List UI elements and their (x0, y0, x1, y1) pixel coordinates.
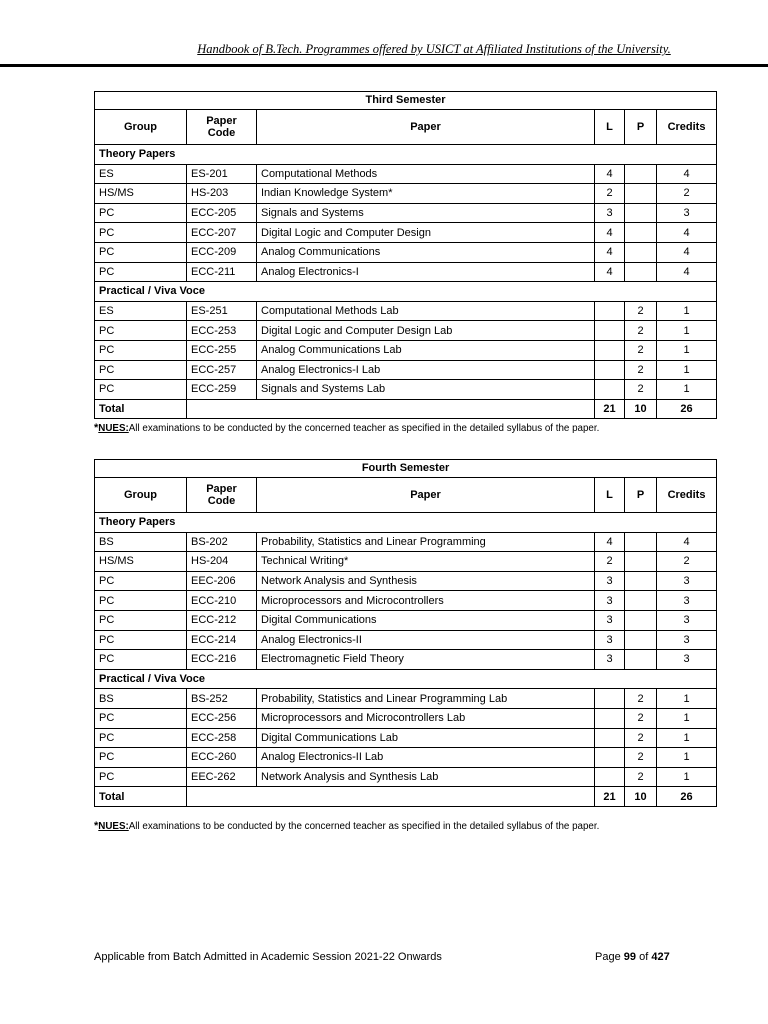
paper-code-header: Paper Code (187, 478, 257, 513)
l-header: L (595, 478, 625, 513)
total-p: 10 (625, 787, 657, 807)
group-cell: HS/MS (95, 552, 187, 572)
paper-cell: Analog Communications (257, 242, 595, 262)
page-prefix: Page (595, 951, 621, 963)
group-cell: PC (95, 242, 187, 262)
group-cell: ES (95, 301, 187, 321)
l-cell: 4 (595, 164, 625, 184)
theory-section-row (95, 145, 717, 165)
nues-note (94, 422, 599, 434)
code-cell: ECC-209 (187, 242, 257, 262)
credits-cell: 4 (657, 242, 717, 262)
credits-header: Credits (657, 478, 717, 513)
p-cell (625, 242, 657, 262)
code-cell: HS-204 (187, 552, 257, 572)
code-cell: ECC-216 (187, 650, 257, 670)
credits-cell: 3 (657, 203, 717, 223)
paper-cell: Digital Communications Lab (257, 728, 595, 748)
p-cell (625, 630, 657, 650)
table-row (95, 184, 717, 204)
footer-batch-text: Applicable from Batch Admitted in Academic Session 2021-22 Onwards (94, 951, 442, 963)
total-l: 21 (595, 787, 625, 807)
code-cell: ECC-260 (187, 748, 257, 768)
table-row (95, 708, 717, 728)
credits-cell: 1 (657, 380, 717, 400)
p-cell (625, 203, 657, 223)
group-cell: PC (95, 203, 187, 223)
table-row (95, 767, 717, 787)
code-cell: ECC-207 (187, 223, 257, 243)
table-row (95, 262, 717, 282)
p-cell (625, 552, 657, 572)
credits-cell: 1 (657, 301, 717, 321)
code-cell: ECC-258 (187, 728, 257, 748)
fourth-semester-table (94, 459, 717, 807)
credits-cell: 1 (657, 689, 717, 709)
paper-cell: Microprocessors and Microcontrollers (257, 591, 595, 611)
credits-cell: 3 (657, 630, 717, 650)
p-cell (625, 610, 657, 630)
l-cell (595, 301, 625, 321)
p-cell: 2 (625, 380, 657, 400)
code-cell: ECC-211 (187, 262, 257, 282)
table-row (95, 728, 717, 748)
total-empty-cell (187, 399, 595, 419)
l-header: L (595, 110, 625, 145)
paper-cell: Analog Electronics-I Lab (257, 360, 595, 380)
group-cell: BS (95, 689, 187, 709)
credits-cell: 2 (657, 552, 717, 572)
total-row (95, 787, 717, 807)
table-row (95, 748, 717, 768)
table-row (95, 610, 717, 630)
credits-cell: 4 (657, 223, 717, 243)
page-total: 427 (651, 951, 670, 963)
table-row (95, 203, 717, 223)
note-star: * (94, 422, 99, 434)
l-cell: 3 (595, 650, 625, 670)
credits-cell: 1 (657, 748, 717, 768)
paper-cell: Analog Electronics-II Lab (257, 748, 595, 768)
l-cell: 4 (595, 532, 625, 552)
group-header: Group (95, 110, 187, 145)
l-cell: 3 (595, 203, 625, 223)
p-cell: 2 (625, 689, 657, 709)
group-cell: PC (95, 262, 187, 282)
group-cell: PC (95, 728, 187, 748)
l-cell (595, 767, 625, 787)
l-cell: 4 (595, 223, 625, 243)
l-cell (595, 340, 625, 360)
p-cell (625, 262, 657, 282)
table-row (95, 321, 717, 341)
paper-cell: Analog Communications Lab (257, 340, 595, 360)
paper-header: Paper (257, 478, 595, 513)
p-cell (625, 591, 657, 611)
p-cell (625, 650, 657, 670)
header-text: Handbook of B.Tech. Programmes offered by USICT at Affiliated Institutions of the University. (197, 42, 671, 56)
p-cell: 2 (625, 767, 657, 787)
paper-cell: Computational Methods (257, 164, 595, 184)
note-label: NUES: (98, 821, 129, 832)
p-header: P (625, 478, 657, 513)
credits-cell: 3 (657, 571, 717, 591)
group-cell: PC (95, 708, 187, 728)
page-header (0, 42, 768, 57)
credits-cell: 1 (657, 340, 717, 360)
table-row (95, 571, 717, 591)
page-of: of (639, 951, 649, 963)
group-cell: PC (95, 223, 187, 243)
total-empty-cell (187, 787, 595, 807)
group-cell: PC (95, 610, 187, 630)
p-cell (625, 184, 657, 204)
p-cell: 2 (625, 340, 657, 360)
paper-cell: Analog Electronics-I (257, 262, 595, 282)
semester-title: Third Semester (95, 92, 717, 110)
credits-cell: 1 (657, 767, 717, 787)
l-cell: 4 (595, 242, 625, 262)
group-header: Group (95, 478, 187, 513)
code-cell: ECC-210 (187, 591, 257, 611)
table-row (95, 380, 717, 400)
page-num: 99 (623, 951, 637, 963)
group-cell: PC (95, 767, 187, 787)
table-row (95, 591, 717, 611)
l-cell (595, 748, 625, 768)
group-cell: ES (95, 164, 187, 184)
code-cell: BS-252 (187, 689, 257, 709)
code-cell: HS-203 (187, 184, 257, 204)
header-row (95, 110, 717, 145)
group-cell: BS (95, 532, 187, 552)
table-row (95, 630, 717, 650)
credits-cell: 1 (657, 708, 717, 728)
p-cell: 2 (625, 708, 657, 728)
code-cell: ECC-256 (187, 708, 257, 728)
l-cell (595, 728, 625, 748)
paper-cell: Technical Writing* (257, 552, 595, 572)
l-cell: 3 (595, 591, 625, 611)
l-cell: 4 (595, 262, 625, 282)
table-row (95, 532, 717, 552)
code-cell: ECC-253 (187, 321, 257, 341)
l-cell (595, 321, 625, 341)
l-cell (595, 360, 625, 380)
code-cell: ECC-205 (187, 203, 257, 223)
p-cell (625, 571, 657, 591)
p-cell: 2 (625, 360, 657, 380)
p-header: P (625, 110, 657, 145)
p-cell (625, 532, 657, 552)
credits-cell: 4 (657, 262, 717, 282)
note-label: NUES: (98, 423, 129, 434)
paper-cell: Indian Knowledge System* (257, 184, 595, 204)
table-row (95, 242, 717, 262)
table-row (95, 552, 717, 572)
group-cell: PC (95, 591, 187, 611)
semester-title-row (95, 92, 717, 110)
l-cell (595, 380, 625, 400)
credits-cell: 1 (657, 360, 717, 380)
table-row (95, 301, 717, 321)
l-cell: 2 (595, 552, 625, 572)
footer-page-number (595, 951, 670, 963)
paper-cell: Electromagnetic Field Theory (257, 650, 595, 670)
third-semester-table (94, 91, 717, 419)
paper-cell: Digital Logic and Computer Design Lab (257, 321, 595, 341)
total-credits: 26 (657, 787, 717, 807)
code-cell: ECC-255 (187, 340, 257, 360)
credits-cell: 3 (657, 591, 717, 611)
p-cell: 2 (625, 321, 657, 341)
l-cell (595, 689, 625, 709)
paper-cell: Signals and Systems (257, 203, 595, 223)
credits-cell: 4 (657, 164, 717, 184)
group-cell: PC (95, 650, 187, 670)
nues-note (94, 820, 599, 832)
total-row (95, 399, 717, 419)
practical-section-row (95, 669, 717, 689)
total-label: Total (95, 399, 187, 419)
table-row (95, 223, 717, 243)
p-cell (625, 164, 657, 184)
group-cell: PC (95, 340, 187, 360)
theory-section-label: Theory Papers (95, 145, 717, 165)
table-row (95, 650, 717, 670)
note-text: All examinations to be conducted by the concerned teacher as specified in the detailed syllabus of the paper. (128, 423, 600, 434)
group-cell: PC (95, 630, 187, 650)
paper-cell: Network Analysis and Synthesis Lab (257, 767, 595, 787)
l-cell: 2 (595, 184, 625, 204)
credits-cell: 1 (657, 728, 717, 748)
total-l: 21 (595, 399, 625, 419)
l-cell: 3 (595, 630, 625, 650)
code-cell: EEC-262 (187, 767, 257, 787)
theory-section-row (95, 513, 717, 533)
p-cell: 2 (625, 728, 657, 748)
total-credits: 26 (657, 399, 717, 419)
paper-cell: Digital Logic and Computer Design (257, 223, 595, 243)
code-cell: BS-202 (187, 532, 257, 552)
paper-code-header: Paper Code (187, 110, 257, 145)
paper-cell: Analog Electronics-II (257, 630, 595, 650)
paper-header: Paper (257, 110, 595, 145)
paper-cell: Probability, Statistics and Linear Programming Lab (257, 689, 595, 709)
p-cell (625, 223, 657, 243)
code-cell: ECC-214 (187, 630, 257, 650)
code-cell: ECC-257 (187, 360, 257, 380)
theory-section-label: Theory Papers (95, 513, 717, 533)
l-cell (595, 708, 625, 728)
code-cell: ES-201 (187, 164, 257, 184)
paper-cell: Computational Methods Lab (257, 301, 595, 321)
practical-section-label: Practical / Viva Voce (95, 282, 717, 302)
code-cell: ECC-212 (187, 610, 257, 630)
header-row (95, 478, 717, 513)
credits-cell: 1 (657, 321, 717, 341)
credits-cell: 4 (657, 532, 717, 552)
l-cell: 3 (595, 610, 625, 630)
group-cell: HS/MS (95, 184, 187, 204)
code-cell: ECC-259 (187, 380, 257, 400)
semester-title-row (95, 460, 717, 478)
header-rule (0, 64, 768, 67)
group-cell: PC (95, 748, 187, 768)
practical-section-row (95, 282, 717, 302)
paper-cell: Network Analysis and Synthesis (257, 571, 595, 591)
credits-cell: 2 (657, 184, 717, 204)
credits-header: Credits (657, 110, 717, 145)
paper-cell: Probability, Statistics and Linear Programming (257, 532, 595, 552)
group-cell: PC (95, 380, 187, 400)
total-p: 10 (625, 399, 657, 419)
credits-cell: 3 (657, 650, 717, 670)
paper-cell: Signals and Systems Lab (257, 380, 595, 400)
paper-cell: Digital Communications (257, 610, 595, 630)
table-row (95, 340, 717, 360)
table-row (95, 360, 717, 380)
note-text: All examinations to be conducted by the concerned teacher as specified in the detailed syllabus of the paper. (128, 821, 600, 832)
paper-cell: Microprocessors and Microcontrollers Lab (257, 708, 595, 728)
credits-cell: 3 (657, 610, 717, 630)
semester-title: Fourth Semester (95, 460, 717, 478)
group-cell: PC (95, 321, 187, 341)
note-star: * (94, 820, 99, 832)
practical-section-label: Practical / Viva Voce (95, 669, 717, 689)
l-cell: 3 (595, 571, 625, 591)
total-label: Total (95, 787, 187, 807)
code-cell: EEC-206 (187, 571, 257, 591)
p-cell: 2 (625, 301, 657, 321)
group-cell: PC (95, 360, 187, 380)
table-row (95, 164, 717, 184)
table-row (95, 689, 717, 709)
p-cell: 2 (625, 748, 657, 768)
group-cell: PC (95, 571, 187, 591)
code-cell: ES-251 (187, 301, 257, 321)
